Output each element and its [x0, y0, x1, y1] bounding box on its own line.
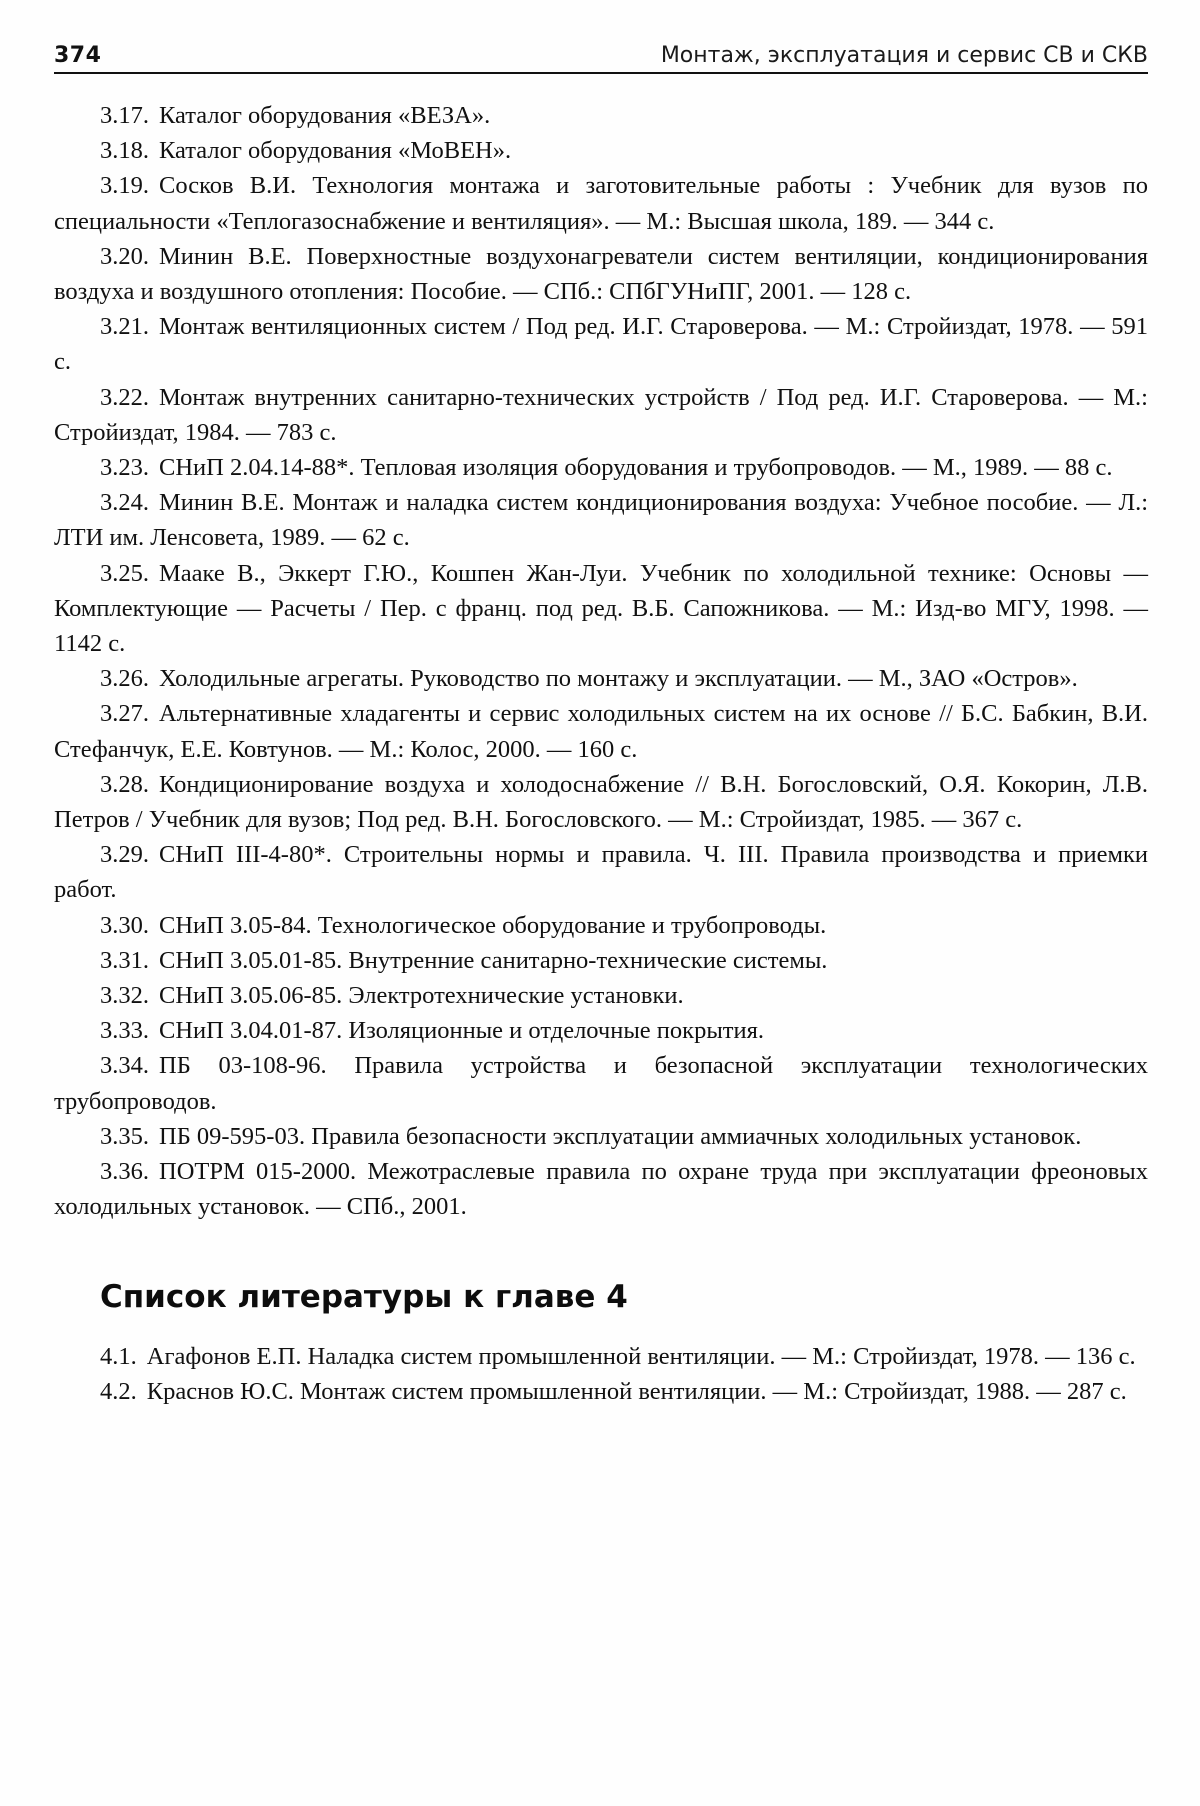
- reference-text: СНиП 3.05.06-85. Электротехнические установки.: [159, 982, 684, 1010]
- reference-number: 3.26.: [100, 665, 149, 693]
- reference-text: Минин В.Е. Монтаж и наладка систем кондиционирования воздуха: Учебное пособие. — Л.: ЛТИ им. Ленсовета, 1989. — 62 с.: [54, 489, 1148, 552]
- reference-number: 3.23.: [100, 454, 149, 482]
- reference-text: Мааке В., Эккерт Г.Ю., Кошпен Жан-Луи. Учебник по холодильной технике: Основы — Комплектующие — Расчеты / Пер. с франц. под ред. В.Б. Сапожникова. — М.: Изд-во МГУ, 1998. — 1142 с.: [54, 559, 1148, 658]
- reference-number: 3.21.: [100, 313, 149, 341]
- reference-number: 4.1.: [100, 1342, 137, 1370]
- reference-item: [54, 556, 1148, 662]
- reference-item: [54, 1013, 1148, 1048]
- reference-number: 3.30.: [100, 911, 149, 939]
- section-heading: Список литературы к главе 4: [100, 1278, 628, 1315]
- reference-number: 3.29.: [100, 841, 149, 869]
- reference-item: [54, 661, 1148, 696]
- reference-text: СНиП III-4-80*. Строительны нормы и правила. Ч. III. Правила производства и приемки работ.: [54, 841, 1148, 904]
- reference-text: Каталог оборудования «МоВЕН».: [159, 137, 512, 165]
- reference-number: 3.31.: [100, 946, 149, 974]
- reference-number: 3.34.: [100, 1052, 149, 1080]
- reference-number: 3.33.: [100, 1017, 149, 1045]
- reference-text: Холодильные агрегаты. Руководство по монтажу и эксплуатации. — М., ЗАО «Остров».: [159, 665, 1078, 693]
- reference-text: Минин В.Е. Поверхностные воздухонагреватели систем вентиляции, кондиционирования воздуха и воздушного отопления: Пособие. — СПб.: СПбГУНиПГ, 2001. — 128 с.: [54, 242, 1148, 306]
- reference-text: Кондиционирование воздуха и холодоснабжение // В.Н. Богословский, О.Я. Кокорин, Л.В. Петров / Учебник для вузов; Под ред. В.Н. Богословского. — М.: Стройиздат, 1985. — 367 с.: [54, 770, 1148, 834]
- reference-number: 3.28.: [100, 770, 149, 798]
- reference-number: 3.36.: [100, 1158, 149, 1186]
- reference-number: 3.35.: [100, 1122, 149, 1150]
- reference-number: 3.18.: [100, 137, 149, 165]
- reference-item: [54, 1154, 1148, 1224]
- reference-text: Краснов Ю.С. Монтаж систем промышленной вентиляции. — М.: Стройиздат, 1988. — 287 с.: [146, 1377, 1127, 1405]
- reference-text: ПБ 09-595-03. Правила безопасности эксплуатации аммиачных холодильных установок.: [159, 1122, 1082, 1150]
- reference-item: [54, 239, 1148, 309]
- reference-item: [54, 98, 1148, 133]
- reference-item: [54, 380, 1148, 450]
- reference-text: Агафонов Е.П. Наладка систем промышленной вентиляции. — М.: Стройиздат, 1978. — 136 с.: [146, 1342, 1136, 1370]
- reference-item: [54, 978, 1148, 1013]
- reference-item: [54, 1374, 1148, 1409]
- reference-text: СНиП 3.05-84. Технологическое оборудование и трубопроводы.: [159, 911, 827, 939]
- reference-text: Монтаж вентиляционных систем / Под ред. И.Г. Староверова. — М.: Стройиздат, 1978. — 591 с.: [54, 313, 1148, 376]
- running-header: [54, 36, 1148, 74]
- page-content: [54, 98, 1148, 1409]
- reference-item: [54, 1119, 1148, 1154]
- reference-number: 3.22.: [100, 383, 149, 411]
- reference-number: 3.27.: [100, 700, 149, 728]
- reference-number: 3.25.: [100, 559, 149, 587]
- reference-number: 3.24.: [100, 489, 149, 517]
- reference-text: СНиП 2.04.14-88*. Тепловая изоляция оборудования и трубопроводов. — М., 1989. — 88 с.: [159, 454, 1113, 482]
- reference-item: [54, 1339, 1148, 1374]
- reference-item: [54, 309, 1148, 379]
- running-title: Монтаж, эксплуатация и сервис СВ и СКВ: [660, 43, 1148, 68]
- reference-item: [54, 767, 1148, 837]
- reference-text: СНиП 3.05.01-85. Внутренние санитарно-технические системы.: [159, 946, 828, 974]
- reference-number: 3.19.: [100, 172, 149, 200]
- reference-text: СНиП 3.04.01-87. Изоляционные и отделочные покрытия.: [159, 1017, 764, 1045]
- reference-item: [54, 168, 1148, 238]
- reference-text: ПОТРМ 015-2000. Межотраслевые правила по охране труда при эксплуатации фреоновых холодильных установок. — СПб., 2001.: [54, 1158, 1148, 1221]
- reference-list-chapter-3: [54, 98, 1148, 1225]
- page-number: 374: [54, 43, 102, 68]
- reference-item: [54, 485, 1148, 555]
- reference-item: [54, 837, 1148, 907]
- reference-item: [54, 133, 1148, 168]
- reference-item: [54, 1048, 1148, 1118]
- reference-list-chapter-4: [54, 1339, 1148, 1409]
- reference-item: [54, 450, 1148, 485]
- reference-text: Монтаж внутренних санитарно-технических устройств / Под ред. И.Г. Староверова. — М.: Стройиздат, 1984. — 783 с.: [54, 383, 1148, 446]
- reference-number: 3.20.: [100, 242, 149, 270]
- reference-text: ПБ 03-108-96. Правила устройства и безопасной эксплуатации технологических трубопроводов.: [54, 1052, 1148, 1115]
- reference-text: Альтернативные хладагенты и сервис холодильных систем на их основе // Б.С. Бабкин, В.И. Стефанчук, Е.Е. Ковтунов. — М.: Колос, 2000. — 160 с.: [54, 700, 1148, 763]
- reference-number: 4.2.: [100, 1377, 137, 1405]
- reference-item: [54, 908, 1148, 943]
- reference-item: [54, 696, 1148, 766]
- reference-number: 3.32.: [100, 982, 149, 1010]
- reference-item: [54, 943, 1148, 978]
- reference-text: Сосков В.И. Технология монтажа и заготовительные работы : Учебник для вузов по специальности «Теплогазоснабжение и вентиляция». — М.: Высшая школа, 189. — 344 с.: [54, 172, 1148, 235]
- reference-number: 3.17.: [100, 102, 149, 129]
- reference-text: Каталог оборудования «ВЕЗА».: [159, 102, 491, 129]
